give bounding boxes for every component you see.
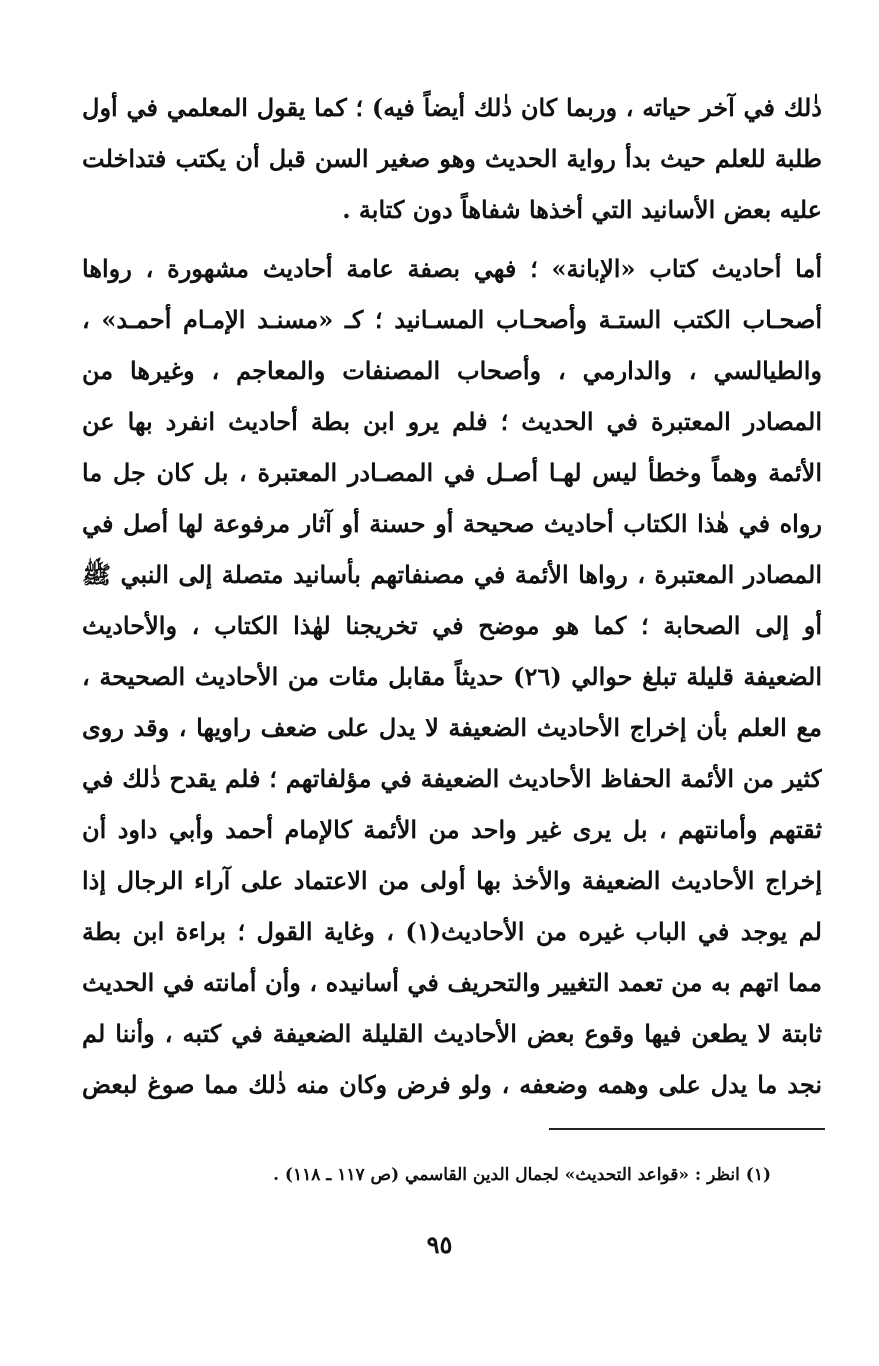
page-number: ٩٥: [426, 1230, 453, 1259]
page-body: [82, 82, 822, 1110]
footnote: (١) انظر : «قواعد التحديث» لجمال الدين القاسمي (ص ١١٧ ـ ١١٨) .: [273, 1165, 771, 1185]
paragraph-main: أما أحاديث كتاب «الإبانة» ؛ فهي بصفة عامة أحاديث مشهورة ، رواها أصحـاب الكتب الستـة وأصحـاب المسـانيد ؛ كـ «مسنـد الإمـام أحمـد» ، والطيالسي ، والدارمي ، وأصحاب المصنفات والمعاجم ، وغيرها من المصادر المعتبرة في الحديث ؛ فلم يرو ابن بطة أحاديث انفرد بها عن الأئمة وهماً وخطأ ليس لهـا أصـل في المصـادر المعتبرة ، بل كان جل ما رواه في هٰذا الكتاب أحاديث صحيحة أو حسنة أو آثار مرفوعة لها أصل في المصادر المعتبرة ، رواها الأئمة في مصنفاتهم بأسانيد متصلة إلى النبي ﷺ أو إلى الصحابة ؛ كما هو موضح في تخريجنا لهٰذا الكتاب ، والأحاديث الضعيفة قليلة تبلغ حوالي (٢٦) حديثاً مقابل مئات من الأحاديث الصحيحة ، مع العلم بأن إخراج الأحاديث الضعيفة لا يدل على ضعف راويها ، وقد روى كثير من الأئمة الحفاظ الأحاديث الضعيفة في مؤلفاتهم ؛ فلم يقدح ذٰلك في ثقتهم وأمانتهم ، بل يرى غير واحد من الأئمة كالإمام أحمد وأبي داود أن إخراج الأحاديث الضعيفة والأخذ بها أولى من الاعتماد على آراء الرجال إذا لم يوجد في الباب غيره من الأحاديث(١) ، وغاية القول ؛ براءة ابن بطة مما اتهم به من تعمد التغيير والتحريف في أسانيده ، وأن أمانته في الحديث ثابتة لا يطعن فيها وقوع بعض الأحاديث القليلة الضعيفة في كتبه ، وأننا لم نجد ما يدل على وهمه وضعفه ، ولو فرض وكان منه ذٰلك مما صوغ لبعض: [82, 254, 822, 1099]
paragraph-continuation: ذٰلك في آخر حياته ، وربما كان ذٰلك أيضاً فيه) ؛ كما يقول المعلمي في أول طلبة للعلم حيث بدأ رواية الحديث وهو صغير السن قبل أن يكتب فتداخلت عليه بعض الأسانيد التي أخذها شفاهاً دون كتابة .: [82, 93, 822, 224]
footnote-separator: [549, 1128, 825, 1130]
